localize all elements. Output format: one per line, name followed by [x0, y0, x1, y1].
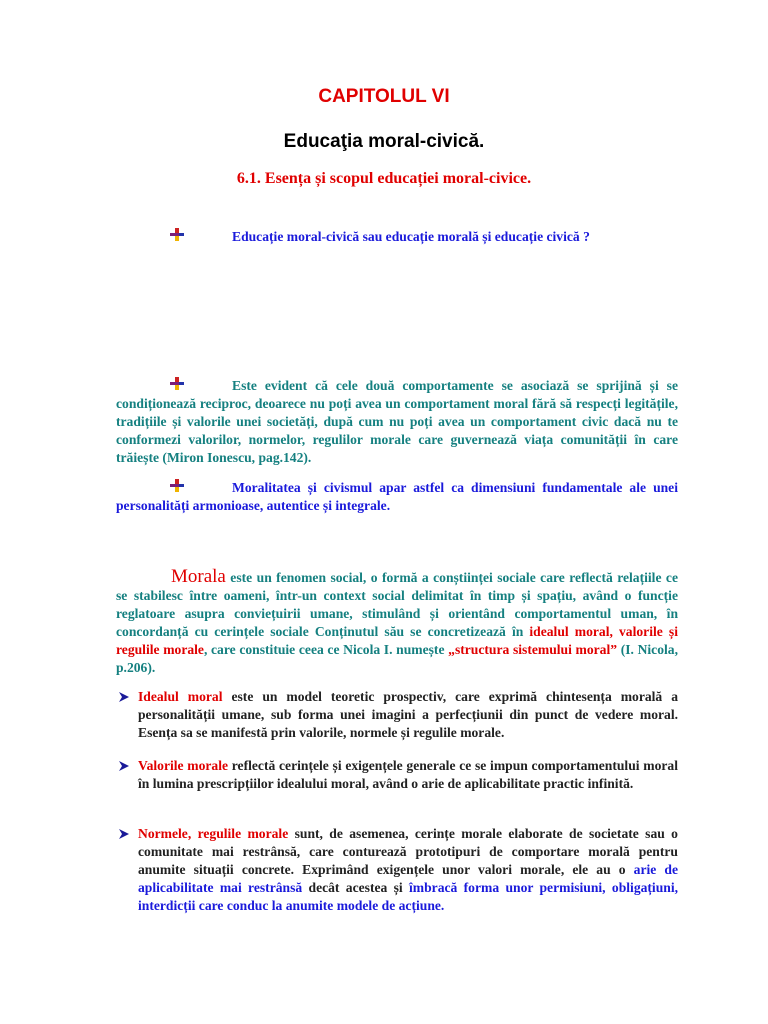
definition-norme: sunt, de asemenea, cerințe morale elaborate de societate sau o comunitate mai restrânsă, care conturează prototipuri de comportare morală pentru anumite situații concrete. Exprimând exigențele unor valori morale, ele au o: [138, 826, 678, 877]
norme-highlight-1: arie de aplicabilitate mai restrânsă: [138, 862, 678, 895]
arrow-right-icon: [118, 691, 130, 703]
definition-valori: reflectă cerințele și exigențele generale ce se impun comportamentului moral în lumina prescripțiilor idealului moral, având o arie de aplicabilitate practic infinită.: [138, 758, 678, 791]
norme-text-mid: decât acestea și: [302, 880, 410, 895]
paragraph-moralitate: Moralitatea și civismul apar astfel ca dimensiuni fundamentale ale unei personalități armonioase, autentice și integrale.: [116, 480, 678, 513]
chapter-title: CAPITOLUL VI: [318, 86, 450, 107]
list-item: [138, 688, 678, 742]
morala-lead: Morala: [171, 566, 226, 587]
definition-ideal: este un model teoretic prospectiv, care exprimă chintesența morală a personalității umane, sub forma unei imagini a perfecțiunii din punct de vedere moral. Esența sa se manifestă prin valorile, normele și regulile morale.: [138, 689, 678, 740]
bullet-square-icon: [170, 228, 184, 241]
morala-text-1: este un fenomen social, o formă a conștiinței sociale care reflectă relațiile ce se stabilesc între oameni, într-un context social delimitat în timp și spațiu, având o funcție reglatoare asupra conviețuirii umane, stimulând și orientând comportamentul uman, în concordanță cu cerințele sociale Conținutul său se concretizează în: [116, 570, 678, 639]
term-norme: Normele, regulile morale: [138, 826, 289, 841]
arrow-right-icon: [118, 760, 130, 772]
section-heading: 6.1. Esența și scopul educației moral-civice.: [236, 170, 532, 187]
term-valori: Valorile morale: [138, 758, 229, 773]
norme-highlight-2: îmbracă forma unor permisiuni, obligațiuni, interdicții care conduc la anumite modele de acțiune.: [138, 880, 679, 913]
paragraph-morala: [116, 568, 678, 677]
question-text: Educație moral-civică sau educație morală și educație civică ?: [232, 229, 590, 244]
arrow-right-icon: [118, 828, 130, 840]
morala-text-2: , care constituie ceea ce Nicola I. numește: [203, 642, 449, 657]
morala-citation: (I. Nicola, p.206).: [116, 642, 678, 675]
term-ideal: Idealul moral: [138, 689, 223, 704]
page-title: Educaţia moral-civică.: [283, 131, 485, 152]
list-item: [138, 757, 678, 793]
list-item: [138, 825, 678, 915]
morala-quote: „structura sistemului moral”: [448, 642, 618, 657]
morala-highlight: idealul moral, valorile și regulile morale: [116, 624, 678, 657]
paragraph-comportamente: Este evident că cele două comportamente se asociază se sprijină și se condiționează reciproc, deoarece nu poți avea un comportament moral fără să respecți legitățile, tradițiile și valorile unei societăți, după cum nu poți avea un comportament civic dacă nu te conformezi valorilor, normelor, regulilor morale care guvernează viața comunității în care trăiește (Miron Ionescu, pag.142).: [116, 378, 678, 465]
